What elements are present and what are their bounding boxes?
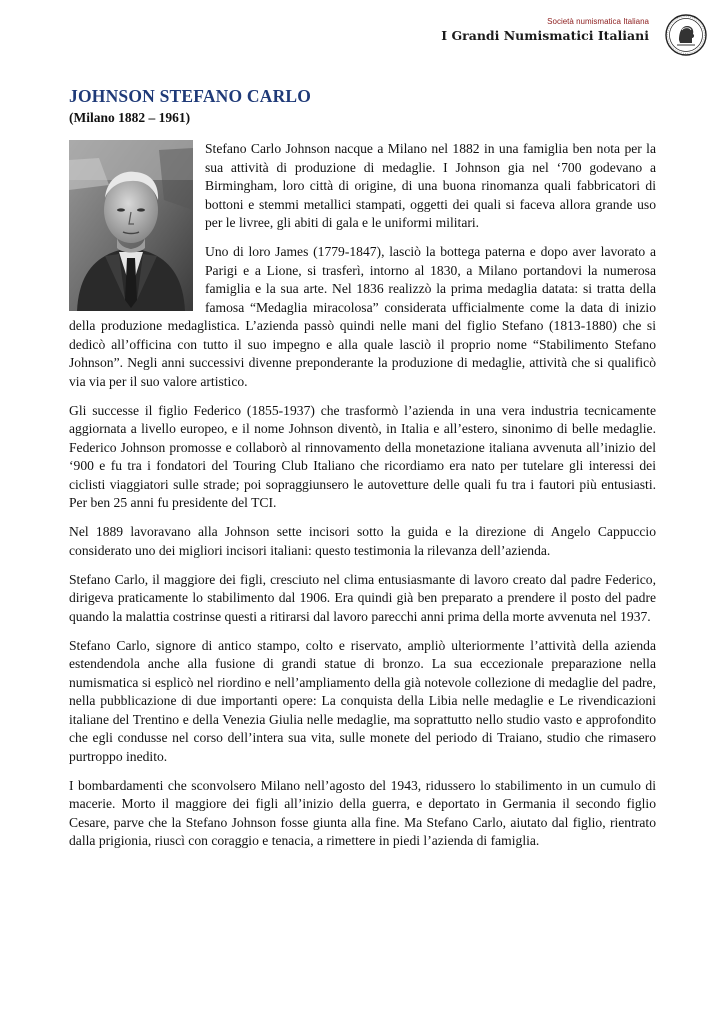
society-seal-icon xyxy=(665,14,707,56)
paragraph: I bombardamenti che sconvolsero Milano nell’agosto del 1943, ridussero lo stabilimento in un cumulo di macerie. Morto il maggiore dei figli all’inizio della guerra, e deportato in Germania il secondo figlio Cesare, parve che la Stefano Johnson fosse giunta alla fine. Ma Stefano Carlo, aiutato dal figlio, rientrato dalla prigionia, riuscì con coraggio e tenacia, a rimettere in piedi l’azienda di famiglia. xyxy=(69,777,656,848)
paragraph: Uno di loro James (1779-1847), lasciò la bottega paterna e dopo aver lavorato a Parigi e a Lione, si trasferì, intorno al 1830, a Milano portandovi la numerosa famiglia e la sua arte. Nel 1836 realizzò la prima medaglia datata: si tratta della famosa “Medaglia miracolosa” considerata ufficialmente come la data di inizio della produzione medaglistica. L’azienda passò quindi nelle mani del figlio Stefano (1813-1880) che si dedicò all’officina con tutto il suo impegno e alla quale lasciò il proprio nome “Stabilimento Stefano Johnson”. Negli anni successivi divenne preponderante la produzione di medaglie, attività che si qualificò via via per il suo valore artistico. xyxy=(69,244,656,389)
paragraph: Stefano Carlo, signore di antico stampo, colto e riservato, ampliò ulteriormente l’attività della azienda estendendola anche alla fusione di grandi statue di bronzo. La sua eccezionale preparazione nella numismatica si esplicò nel riordino e nell’ampliamento della già notevole collezione di medaglie del padre, nella pubblicazione di due importanti opere: La conquista della Libia nelle medaglie e Le rivendicazioni italiane del Trentino e della Venezia Giulia nelle medaglie, ma soprattutto nello studio vasto e approfondito che egli condusse nel corso dell’intera sua vita, sulle monete del periodo di Traiano, studio che rimasero purtroppo inedito. xyxy=(69,637,656,764)
article-title: JOHNSON STEFANO CARLO xyxy=(69,86,312,106)
paragraph: Gli successe il figlio Federico (1855-1937) che trasformò l’azienda in una vera industria tecnicamente aggiornata a livello europeo, e il nome Johnson diventò, in Italia e all’estero, sinonimo di belle medaglie. Federico Johnson promosse e collaborò al rinnovamento della monetazione italiana avvenuta all’inizio del ‘900 e fu tra i fondatori del Touring Club Italiano che ricordiamo era nato per tutelare gli interessi dei ciclisti viaggiatori sulle strade; poi sopraggiunsero le autovetture delle quali fu tra i fautori più entusiasti. Per ben 25 anni fu presidente del TCI. xyxy=(69,402,656,510)
society-name: Società numismatica Italiana xyxy=(547,17,649,26)
portrait-photo xyxy=(69,140,193,311)
article-body xyxy=(69,140,656,861)
header-text xyxy=(441,16,649,44)
paragraph: Stefano Carlo, il maggiore dei figli, cresciuto nel clima entusiasmante di lavoro creato dal padre Federico, dirigeva praticamente lo stabilimento dal 1906. Era quindi già ben preparato a prendere il posto del padre quando la malattia costrinse questi a ritirarsi dal lavoro parecchi anni prima della morte avvenuta nel 1937. xyxy=(69,571,656,624)
article-subtitle: (Milano 1882 – 1961) xyxy=(69,110,191,125)
paragraph: Nel 1889 lavoravano alla Johnson sette incisori sotto la guida e la direzione di Angelo Cappuccio considerato uno dei migliori incisori italiani: questo testimonia la rilevanza dell’azienda. xyxy=(69,524,656,558)
series-title: I Grandi Numismatici Italiani xyxy=(441,28,649,43)
paragraph: Stefano Carlo Johnson nacque a Milano nel 1882 in una famiglia ben nota per la sua attività di produzione di medaglie. I Johnson gia nel ‘700 godevano a Birmingham, loro città di origine, di una buona rinomanza quali fabbricatori di bottoni e stemmi metallici stampati, oggetti dei quali si faceva allora grande uso per le livree, gli abiti di gala e le uniformi militari. xyxy=(205,141,656,230)
